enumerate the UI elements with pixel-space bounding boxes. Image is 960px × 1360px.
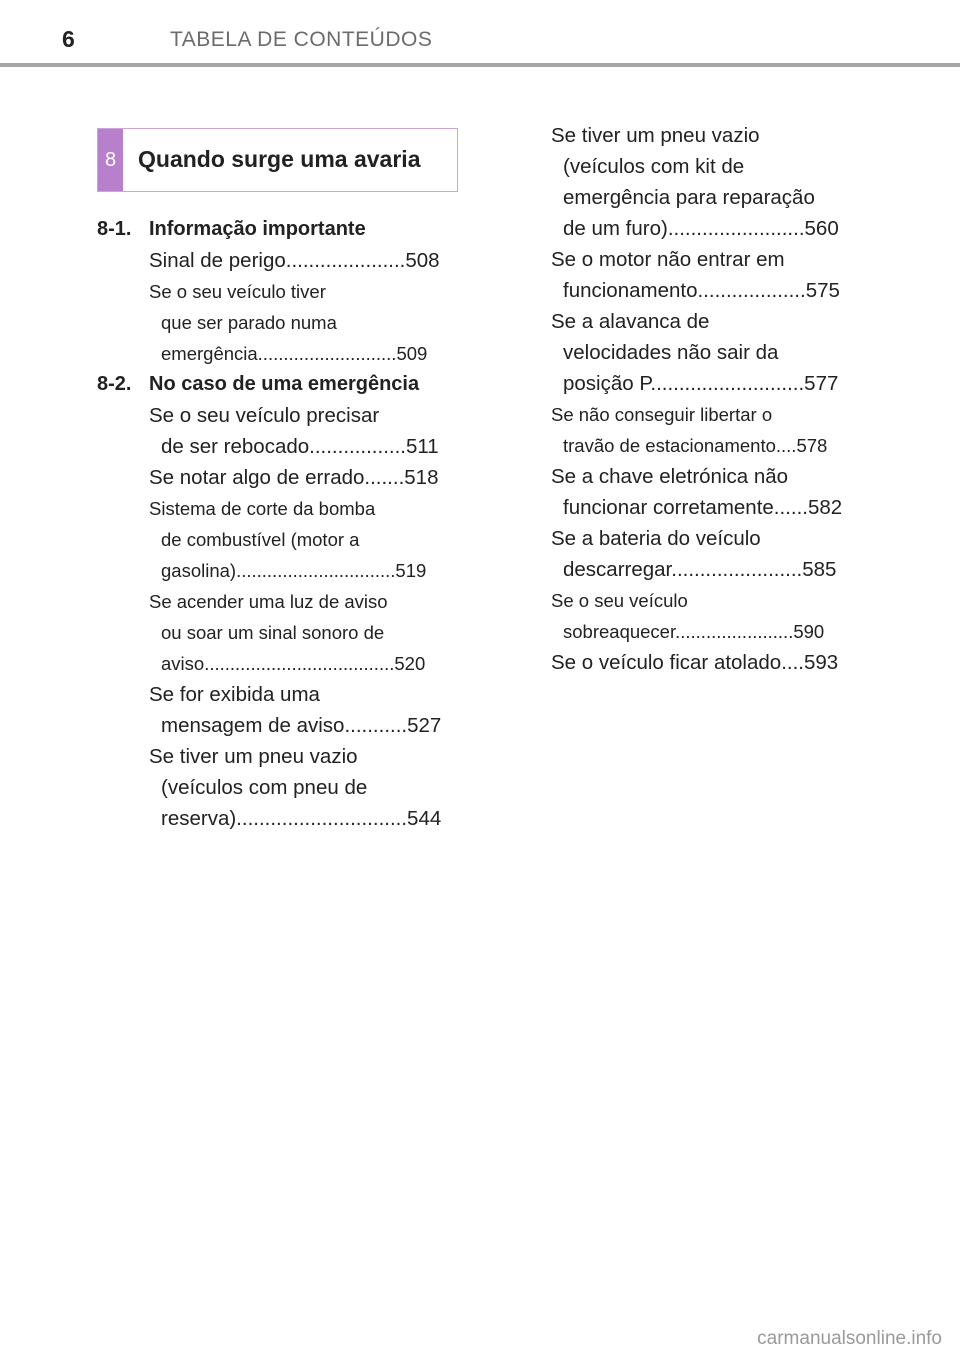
toc-entry-continued[interactable]: emergência...........................509 xyxy=(161,343,428,364)
page-number: 6 xyxy=(62,26,75,52)
toc-entry-continued[interactable]: aviso.....................................520 xyxy=(161,653,426,674)
toc-entry-continued[interactable]: funcionar corretamente......582 xyxy=(563,496,843,519)
subsection-heading xyxy=(97,214,461,245)
subsection-title: Informação importante xyxy=(149,218,366,240)
toc-entry[interactable]: Se a chave eletrónica não xyxy=(551,465,789,488)
toc-right-column xyxy=(551,120,863,678)
toc-entry-continued[interactable]: de combustível (motor a xyxy=(161,529,360,550)
toc-entry[interactable]: Se a alavanca de xyxy=(551,310,710,333)
toc-entry-continued[interactable]: mensagem de aviso...........527 xyxy=(161,714,442,737)
toc-entry-continued[interactable]: de ser rebocado.................511 xyxy=(161,435,439,458)
toc-entry[interactable]: Se for exibida uma xyxy=(149,683,320,706)
toc-entry-continued[interactable]: posição P...........................577 xyxy=(563,372,839,395)
toc-entry-continued[interactable]: descarregar.......................585 xyxy=(563,558,837,581)
toc-left-column xyxy=(97,214,461,834)
toc-entry-continued[interactable]: (veículos com pneu de xyxy=(161,776,368,799)
toc-entry-continued[interactable]: travão de estacionamento....578 xyxy=(563,435,828,456)
site-watermark: carmanualsonline.info xyxy=(757,1328,942,1349)
toc-entry[interactable]: Se o seu veículo tiver xyxy=(149,281,326,302)
toc-entry[interactable]: Sistema de corte da bomba xyxy=(149,498,376,519)
toc-entry-continued[interactable]: ou soar um sinal sonoro de xyxy=(161,622,385,643)
toc-entry[interactable]: Sinal de perigo.....................508 xyxy=(149,249,440,272)
toc-entry[interactable]: Se o veículo ficar atolado....593 xyxy=(551,651,839,674)
subsection-title: No caso de uma emergência xyxy=(149,373,420,395)
subsection-number: 8-2. xyxy=(97,373,132,395)
toc-entry[interactable]: Se o seu veículo xyxy=(551,590,688,611)
toc-entry-continued[interactable]: gasolina)...............................519 xyxy=(161,560,427,581)
toc-entry[interactable]: Se a bateria do veículo xyxy=(551,527,761,550)
section-number-tab: 8 xyxy=(98,129,123,191)
toc-entry-continued[interactable]: reserva)..............................544 xyxy=(161,807,442,830)
toc-entry-continued[interactable]: funcionamento...................575 xyxy=(563,279,840,302)
page-header xyxy=(0,0,960,66)
toc-entry-continued[interactable]: emergência para reparação xyxy=(563,186,815,209)
toc-entry[interactable]: Se acender uma luz de aviso xyxy=(149,591,388,612)
header-divider xyxy=(0,63,960,67)
subsection-number: 8-1. xyxy=(97,218,132,240)
toc-entry[interactable]: Se tiver um pneu vazio xyxy=(551,124,760,147)
toc-entry[interactable]: Se o motor não entrar em xyxy=(551,248,785,271)
toc-entry-continued[interactable]: de um furo)........................560 xyxy=(563,217,839,240)
toc-entry-continued[interactable]: (veículos com kit de xyxy=(563,155,745,178)
toc-entry[interactable]: Se tiver um pneu vazio xyxy=(149,745,358,768)
toc-entry-continued[interactable]: que ser parado numa xyxy=(161,312,337,333)
toc-entry-continued[interactable]: velocidades não sair da xyxy=(563,341,779,364)
subsection-heading xyxy=(97,369,461,400)
toc-entry[interactable]: Se o seu veículo precisar xyxy=(149,404,380,427)
toc-entry[interactable]: Se notar algo de errado.......518 xyxy=(149,466,439,489)
section-title: Quando surge uma avaria xyxy=(138,146,421,172)
header-title: TABELA DE CONTEÚDOS xyxy=(170,28,433,51)
section-heading-box xyxy=(97,128,458,192)
toc-entry-continued[interactable]: sobreaquecer.......................590 xyxy=(563,621,825,642)
toc-entry[interactable]: Se não conseguir libertar o xyxy=(551,404,773,425)
